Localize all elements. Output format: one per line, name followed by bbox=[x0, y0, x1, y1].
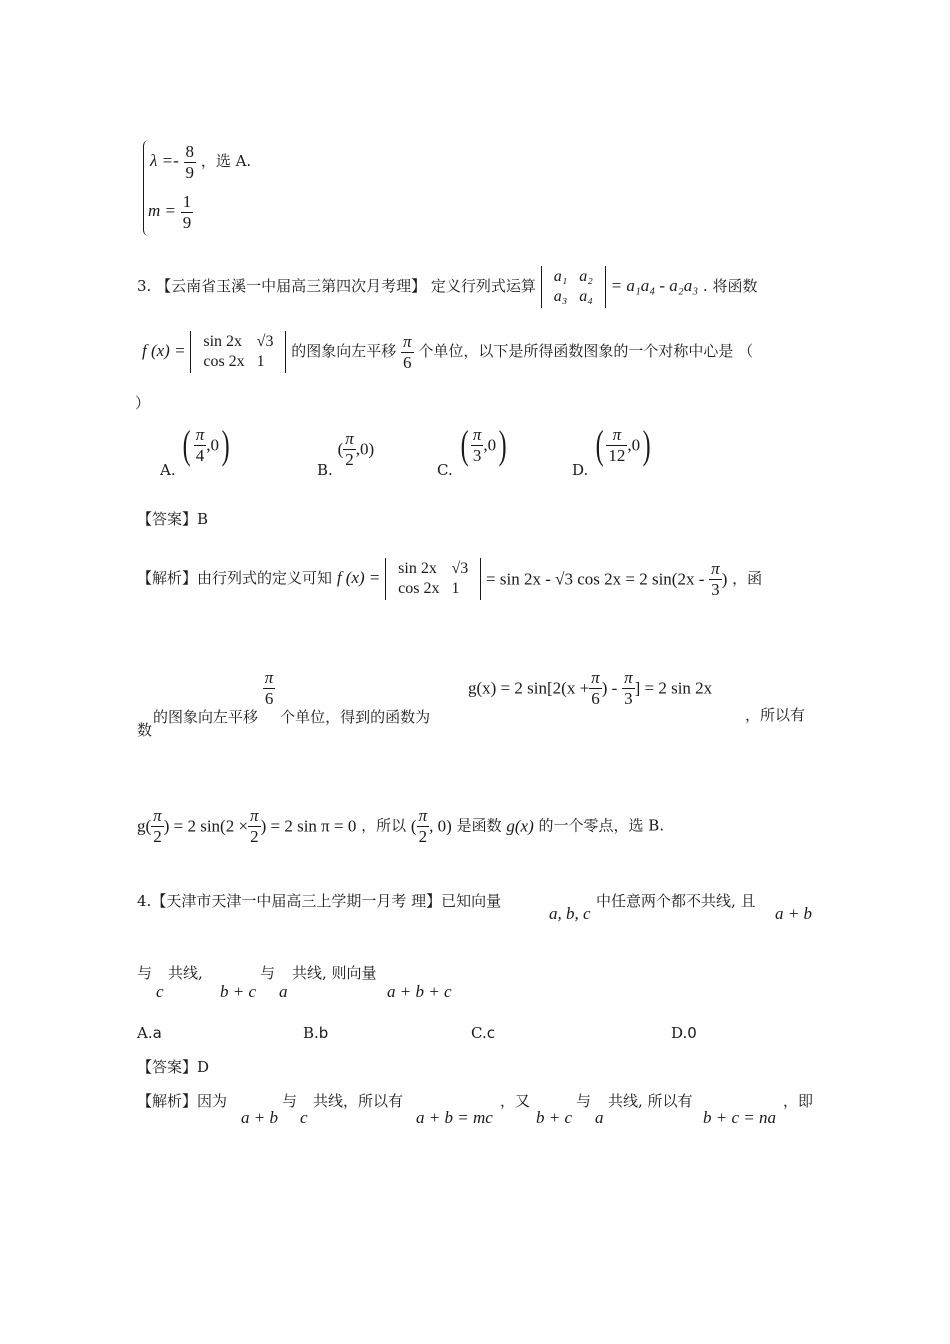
q3-fx-det: sin 2x √3 cos 2x 1 bbox=[190, 331, 286, 373]
q3-answer: 【答案】B bbox=[137, 510, 209, 528]
q4-analysis-you: ，又 bbox=[500, 1092, 531, 1110]
q4-analysis-label: 【解析】因为 bbox=[137, 1092, 228, 1110]
q4-line1: 4.【天津市天津一中届高三上学期一月考 理】已知向量 bbox=[137, 892, 502, 910]
lambda-fraction: $\frac{8}{9}$ bbox=[185, 142, 195, 182]
q4-analysis-eq1: a + b = mc bbox=[416, 1108, 493, 1127]
q3-intro: 定义行列式运算 bbox=[430, 277, 536, 295]
q4-option-c[interactable]: C.c bbox=[471, 1024, 495, 1042]
q4-option-b[interactable]: B.b bbox=[303, 1024, 329, 1042]
q3-close-paren: ） bbox=[135, 394, 151, 412]
q4-mid: 中任意两个都不共线, 且 bbox=[596, 892, 756, 910]
q3-det-def: = a₁a₄ - a₂a₃ bbox=[610, 276, 699, 295]
q4-line2-gongxian2: 共线, 则向量 bbox=[292, 964, 377, 982]
q3-question-text: 个单位，以下是所得函数图象的一个对称中心是 （ bbox=[418, 342, 754, 360]
q4-line2-yu2: 与 bbox=[260, 964, 276, 982]
q4-analysis-b-plus-c: b + c bbox=[536, 1108, 573, 1127]
q3-number: 3. bbox=[137, 277, 152, 295]
q3-option-b[interactable]: B. ( $\frac{\pi}{2}$ ,0) bbox=[317, 429, 375, 480]
q3-det-definition: a₁ a₂ a₃ a₄ bbox=[541, 266, 606, 308]
q4-analysis-c: c bbox=[300, 1108, 308, 1127]
q4-analysis-a: a bbox=[595, 1108, 604, 1127]
lambda-eq: λ =- bbox=[150, 151, 179, 171]
q3-analysis-line1: 【解析】由行列式的定义可知 f (x) = sin 2x √3 cos 2x 1 = sin 2x - √3 cos 2x = 2 sin(2x - $\frac{\pi}{3}$ ) ，函 bbox=[137, 558, 763, 599]
q4-line2-c: c bbox=[156, 982, 164, 1001]
q4-option-a[interactable]: A.a bbox=[137, 1024, 162, 1042]
q4-a-plus-b: a + b bbox=[775, 904, 812, 923]
q4-line2-abc-sum: a + b + c bbox=[387, 982, 452, 1001]
q4-analysis-yu4: 与 bbox=[576, 1092, 592, 1110]
lambda-tail: ，选 A. bbox=[200, 152, 252, 171]
q3-shift-text: 的图象向左平移 bbox=[291, 342, 397, 360]
q3-analysis-line3: g( $\frac{\pi}{2}$ ) = 2 sin(2 × $\frac{\pi}{2}$ ) = 2 sin π = 0 ，所以 ( $\frac{\pi}{2}$ , 0) 是函数 g(x) 的一个零点，选 B. bbox=[137, 806, 665, 846]
q4-vectors: a, b, c bbox=[549, 904, 591, 923]
q3-option-a[interactable]: A. ( $\frac{\pi}{4}$ ,0) bbox=[160, 422, 230, 480]
q4-line2-a: a bbox=[279, 982, 288, 1001]
q3-analysis-line2: 数 bbox=[137, 721, 153, 739]
q4-analysis-yu3: 与 bbox=[282, 1092, 298, 1110]
q4-analysis-gongxian3: 共线，所以有 bbox=[313, 1092, 404, 1110]
q4-answer: 【答案】D bbox=[137, 1058, 210, 1076]
q3-analysis-line2b: 的图象向左平移 $\frac{\pi}{6}$ 个单位，得到的函数为 bbox=[153, 668, 431, 727]
q3-option-d[interactable]: D. ( $\frac{\pi}{12}$ ,0) bbox=[572, 422, 651, 480]
q3-pi-over-6: $\frac{\pi}{6}$ bbox=[403, 331, 412, 372]
q3-option-c[interactable]: C. ( $\frac{\pi}{3}$ ,0) bbox=[437, 422, 507, 480]
m-fraction: $\frac{1}{9}$ bbox=[182, 192, 192, 232]
q3-source: 【云南省玉溪一中届高三第四次月考理】 bbox=[156, 277, 427, 295]
q3-analysis-line2-tail: ，所以有 bbox=[745, 706, 806, 724]
q3-line2 bbox=[142, 331, 753, 373]
q4-analysis-eq2: b + c = na bbox=[703, 1108, 776, 1127]
q3-line1 bbox=[137, 266, 757, 308]
q4-line2-b-plus-c: b + c bbox=[220, 982, 257, 1001]
q4-line2-yu: 与 bbox=[137, 964, 153, 982]
q4-analysis-ji: ，即 bbox=[783, 1092, 814, 1110]
q3-det-def-tail: . 将函数 bbox=[702, 277, 758, 295]
q3-fx: f (x) = bbox=[142, 341, 186, 360]
q4-line2-gongxian1: 共线, bbox=[168, 964, 203, 982]
q4-option-d[interactable]: D.0 bbox=[671, 1024, 697, 1042]
q4-analysis-gongxian4: 共线, 所以有 bbox=[608, 1092, 693, 1110]
lambda-equation bbox=[150, 142, 251, 182]
q3-gx-equation: g(x) = 2 sin[2(x + $\frac{\pi}{6}$ ) - $\frac{\pi}{3}$ ] = 2 sin 2x bbox=[468, 668, 713, 708]
q4-analysis-a-plus-b: a + b bbox=[241, 1108, 278, 1127]
m-equation: m = $\frac{1}{9}$ bbox=[148, 192, 192, 232]
